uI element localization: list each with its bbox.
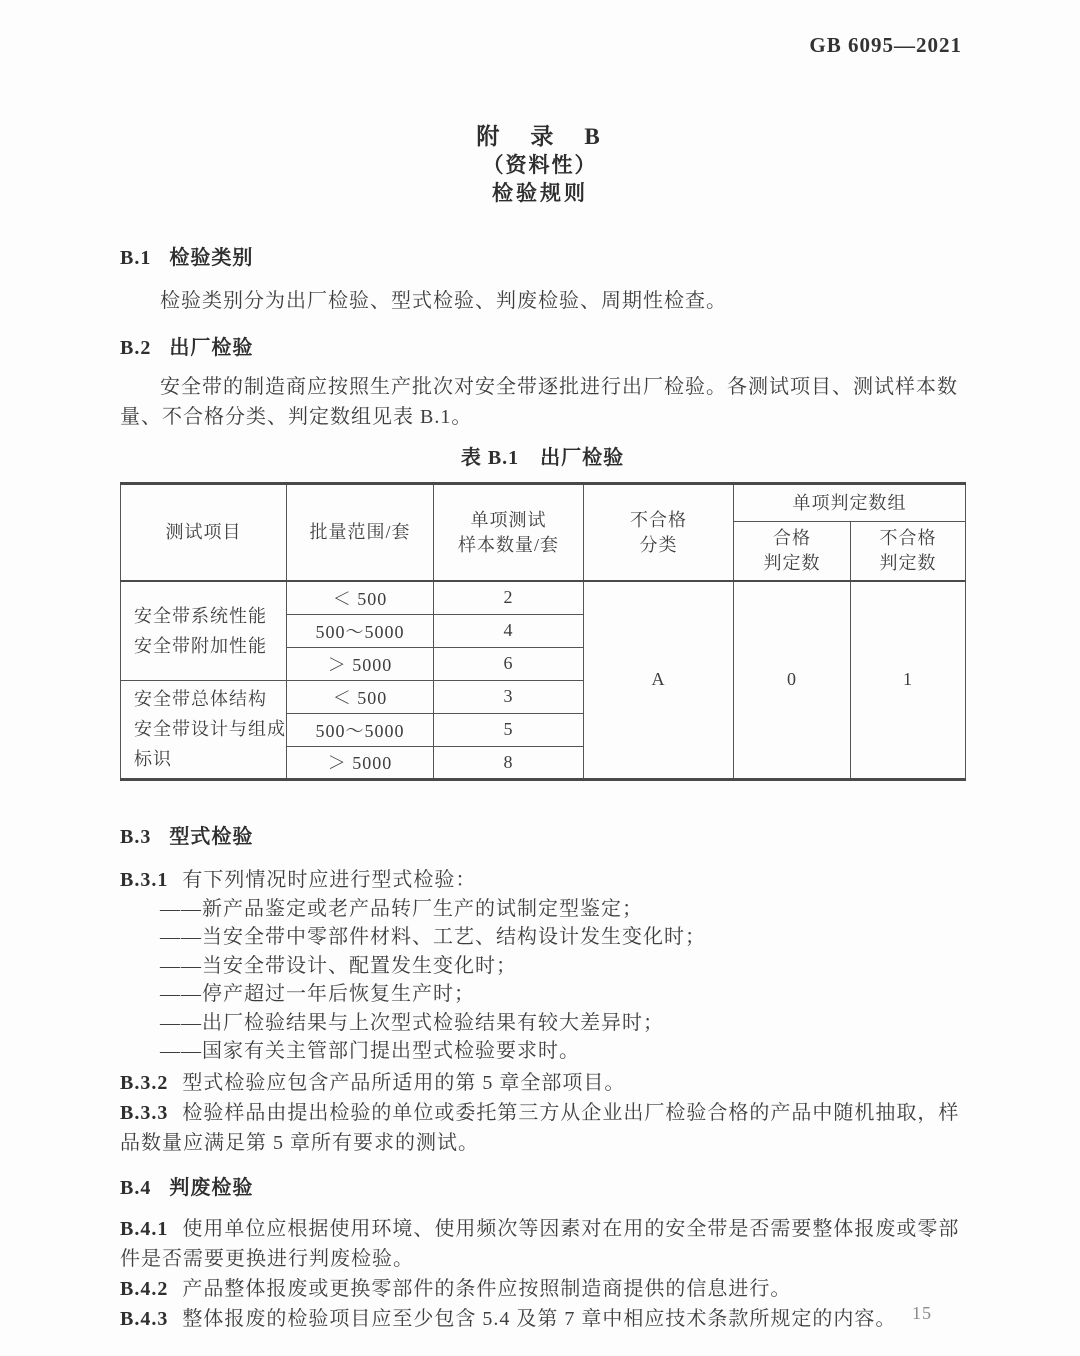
document-body: [120, 244, 965, 1334]
list-item: ——新产品鉴定或老产品转厂生产的试制定型鉴定；: [160, 897, 643, 920]
cell-range: ＜ 500: [287, 680, 434, 713]
heading-b3-number: B.3: [120, 825, 152, 848]
clause-b4-2-number: B.4.2: [120, 1277, 169, 1300]
th-nonconform-line1: 不合格: [630, 509, 687, 530]
clause-b4-3-text: 整体报废的检验项目应至少包含 5.4 及第 7 章中相应技术条款所规定的内容。: [182, 1307, 897, 1330]
cell-qty: 6: [434, 647, 584, 680]
th-accept-line2: 判定数: [763, 553, 821, 573]
cell-group2-line2: 安全带设计与组成: [134, 719, 286, 739]
cell-group1-line2: 安全带附加性能: [134, 635, 267, 656]
th-accept-num: [734, 522, 851, 582]
clause-b4-1-number: B.4.1: [120, 1217, 169, 1240]
heading-b2-number: B.2: [120, 337, 152, 359]
th-reject-num: [851, 522, 966, 582]
appendix-title: 附 录 B: [476, 124, 604, 149]
clause-b3-3-text: 检验样品由提出检验的单位或委托第三方从企业出厂检验合格的产品中随机抽取，样品数量应满足第 5 章所有要求的测试。: [120, 1101, 960, 1154]
heading-b1-title: 检验类别: [169, 247, 254, 269]
clause-b3-3-number: B.3.3: [120, 1101, 169, 1124]
heading-b1-number: B.1: [120, 247, 152, 269]
clause-b4-2: [120, 1274, 965, 1304]
th-sample-qty-line2: 样本数量/套: [457, 534, 559, 555]
appendix-section-title: 检验规则: [492, 181, 588, 205]
cell-group1-items: [121, 581, 287, 680]
heading-b2: [120, 334, 965, 362]
clause-b3-1-number: B.3.1: [120, 868, 169, 891]
paragraph-b1: 检验类别分为出厂检验、型式检验、判废检验、周期性检查。: [160, 290, 727, 312]
standard-code: GB 6095—2021: [809, 33, 962, 57]
cell-range: ＜ 500: [287, 581, 434, 614]
clause-b4-2-text: 产品整体报废或更换零部件的条件应按照制造商提供的信息进行。: [182, 1277, 792, 1300]
list-item: ——国家有关主管部门提出型式检验要求时。: [160, 1040, 580, 1062]
th-test-item: 测试项目: [121, 484, 287, 582]
cell-accept-num: 0: [734, 581, 851, 779]
clause-b4-3: [120, 1304, 965, 1334]
cell-group1-line1: 安全带系统性能: [134, 605, 267, 626]
th-nonconform-line2: 分类: [639, 534, 678, 555]
list-item: ——停产超过一年后恢复生产时；: [160, 983, 475, 1005]
list-item: ——出厂检验结果与上次型式检验结果有较大差异时；: [160, 1011, 664, 1034]
cell-reject-num: 1: [851, 581, 966, 779]
list-item: ——当安全带设计、配置发生变化时；: [160, 954, 517, 977]
cell-range: 500～5000: [287, 713, 434, 746]
clause-b4-1: [120, 1214, 965, 1274]
table-b1: [120, 482, 966, 781]
heading-b1: [120, 244, 965, 272]
th-sample-qty-line1: 单项测试: [470, 509, 547, 530]
clause-b4-1-text: 使用单位应根据使用环境、使用频次等因素对在用的安全带是否需要整体报废或零部件是否需要更换进行判废检验。: [120, 1217, 960, 1270]
th-reject-line2: 判定数: [879, 553, 937, 573]
appendix-title-block: [0, 122, 1080, 207]
page-number: 15: [912, 1303, 932, 1323]
heading-b2-title: 出厂检验: [169, 337, 254, 359]
type-test-conditions-list: [120, 895, 965, 1066]
cell-range: ＞ 5000: [287, 746, 434, 779]
heading-b4-number: B.4: [120, 1176, 152, 1199]
paragraph-b2: 安全带的制造商应按照生产批次对安全带逐批进行出厂检验。各测试项目、测试样本数量、不合格分类、判定数组见表 B.1。: [120, 376, 958, 428]
clause-b3-2: [120, 1068, 965, 1098]
clause-b3-3: [120, 1098, 965, 1158]
cell-qty: 5: [434, 713, 584, 746]
cell-qty: 4: [434, 614, 584, 647]
clause-b4-3-number: B.4.3: [120, 1307, 169, 1330]
th-sample-qty: [434, 484, 584, 582]
cell-nonconform-class: A: [584, 581, 734, 779]
th-judge-group: 单项判定数组: [734, 484, 966, 522]
clause-b3-2-number: B.3.2: [120, 1071, 169, 1094]
cell-qty: 8: [434, 746, 584, 779]
clause-b3-1-text: 有下列情况时应进行型式检验：: [182, 868, 477, 891]
clause-b3-2-text: 型式检验应包含产品所适用的第 5 章全部项目。: [182, 1071, 626, 1094]
th-accept-line1: 合格: [773, 528, 811, 548]
cell-qty: 2: [434, 581, 584, 614]
cell-group2-line1: 安全带总体结构: [134, 689, 267, 709]
list-item: ——当安全带中零部件材料、工艺、结构设计发生变化时；: [160, 926, 706, 948]
th-nonconform-class: [584, 484, 734, 582]
heading-b4: [120, 1174, 965, 1202]
cell-qty: 3: [434, 680, 584, 713]
heading-b3: [120, 823, 965, 851]
heading-b4-title: 判废检验: [169, 1176, 254, 1199]
th-batch-range: 批量范围/套: [287, 484, 434, 582]
th-reject-line1: 不合格: [879, 528, 937, 548]
cell-range: ＞ 5000: [287, 647, 434, 680]
appendix-subtitle: （资料性）: [482, 153, 598, 177]
table-row: [121, 581, 966, 614]
cell-group2-items: [121, 680, 287, 779]
table-b1-caption: 表 B.1 出厂检验: [460, 447, 625, 469]
heading-b3-title: 型式检验: [169, 825, 254, 848]
cell-group2-line3: 标识: [134, 749, 172, 769]
cell-range: 500～5000: [287, 614, 434, 647]
clause-b3-1: [120, 865, 965, 895]
